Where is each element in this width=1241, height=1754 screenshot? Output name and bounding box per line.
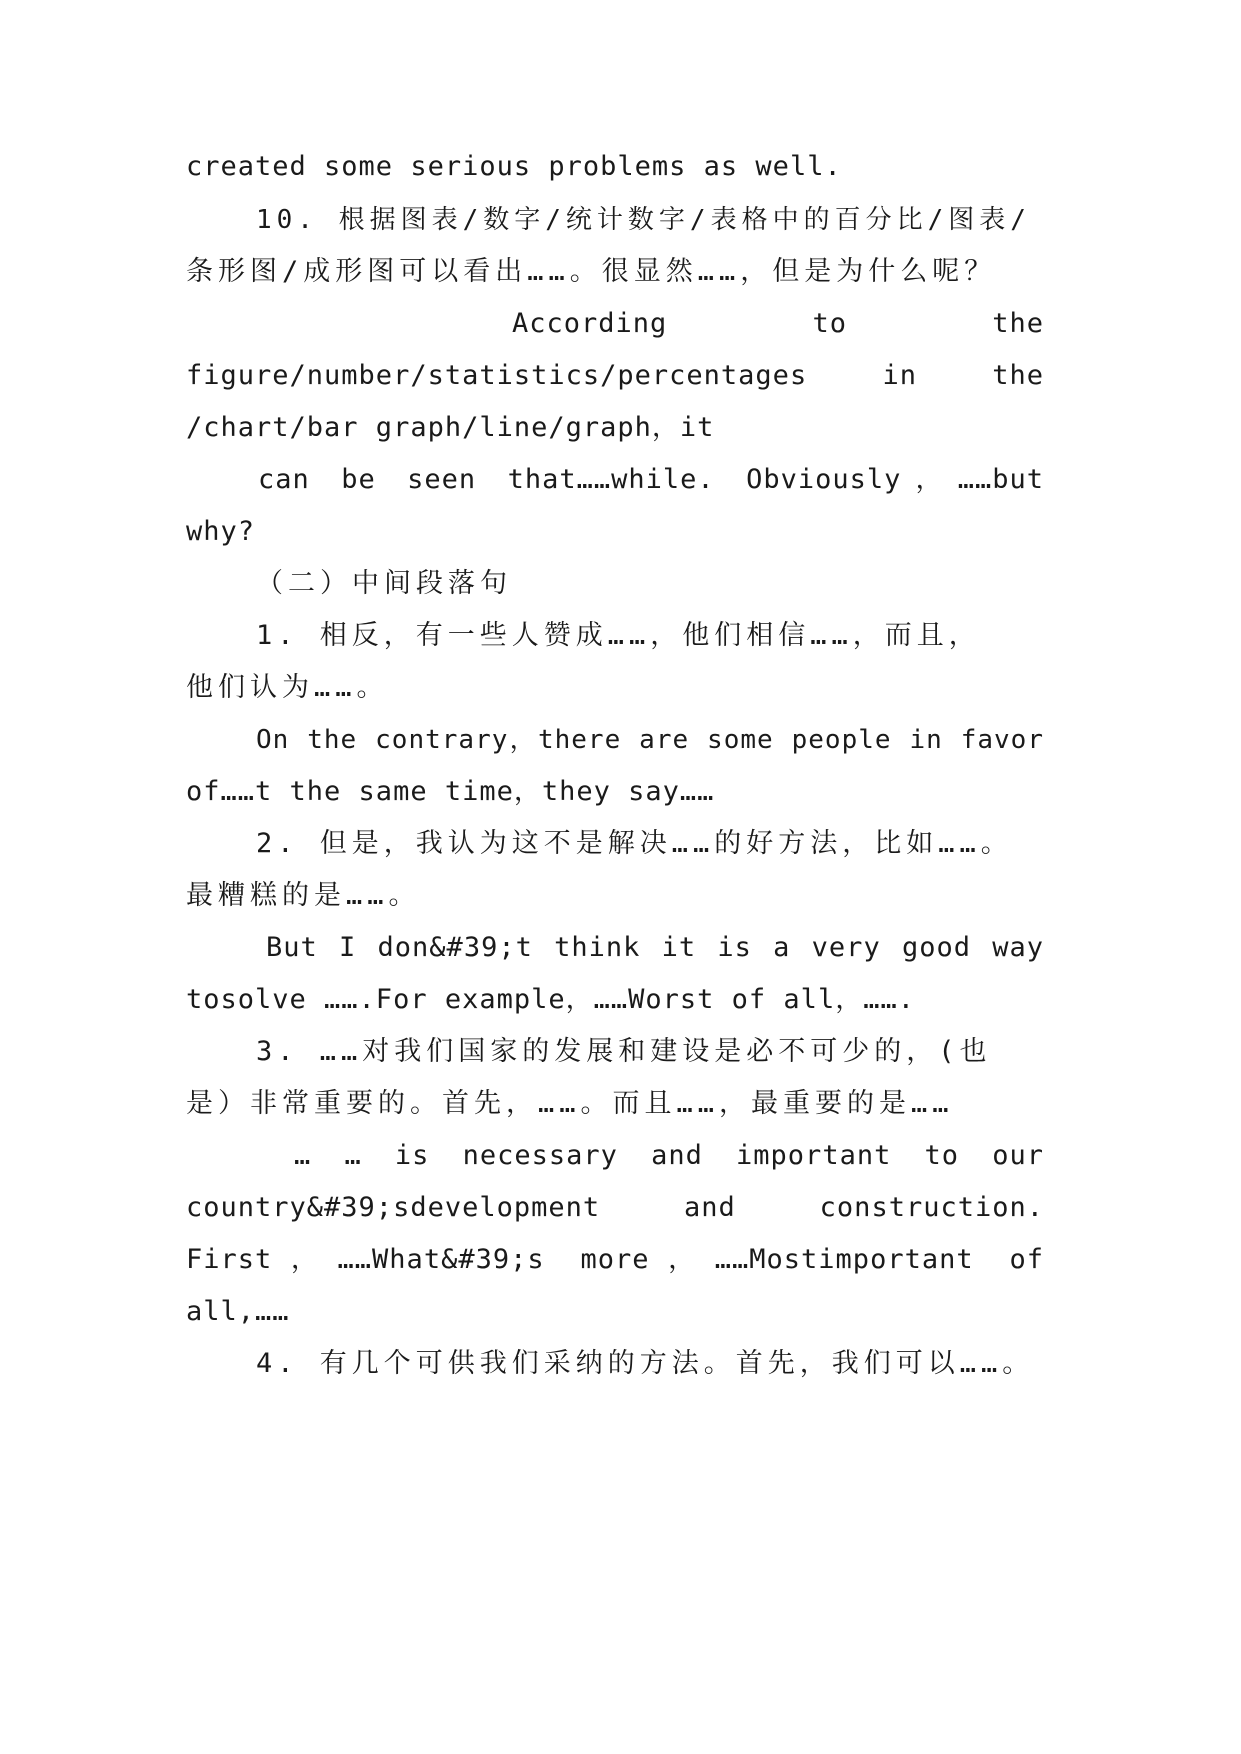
text-line: 条形图/成形图可以看出……。很显然……，但是为什么呢？ (186, 256, 997, 287)
text-line: 1. 相反，有一些人赞成……，他们相信……，而且， (256, 620, 981, 651)
text-line: 3. ……对我们国家的发展和建设是必不可少的，(也 (256, 1036, 992, 1067)
text-line: country&#39;sdevelopment and construction. (186, 1192, 1044, 1223)
text-line: 10. 根据图表/数字/统计数字/表格中的百分比/图表/ (256, 205, 1031, 235)
text-line: all,…… (186, 1296, 290, 1327)
text-line: tosolve …….For example，……Worst of all，……. (186, 984, 915, 1015)
text-line: 是）非常重要的。首先，……。而且……，最重要的是…… (186, 1088, 954, 1119)
text-line: On the contrary，there are some people in favor (256, 725, 1044, 755)
text-line: /chart/bar graph/line/graph，it (186, 412, 715, 443)
text-line: of……t the same time，they say…… (186, 776, 715, 807)
text-line: 2. 但是，我认为这不是解决……的好方法，比如……。 (256, 828, 1013, 859)
text-line: why? (186, 516, 256, 547)
section-heading: （二）中间段落句 (256, 568, 512, 599)
text-line: According to the (512, 308, 1044, 339)
text-line: But I don&#39;t think it is a very good way (266, 932, 1044, 963)
text-line: figure/number/statistics/percentages in the (186, 360, 1044, 391)
text-line: can be seen that……while. Obviously，……but (258, 464, 1044, 495)
text-line: 最糟糕的是……。 (186, 880, 421, 911)
text-line: created some serious problems as well. (186, 151, 842, 182)
text-line: First，……What&#39;s more，……Mostimportant of (186, 1244, 1044, 1275)
text-line: 4. 有几个可供我们采纳的方法。首先，我们可以……。 (256, 1348, 1035, 1379)
text-line: … … is necessary and important to our (294, 1140, 1044, 1171)
text-line: 他们认为……。 (186, 672, 389, 703)
